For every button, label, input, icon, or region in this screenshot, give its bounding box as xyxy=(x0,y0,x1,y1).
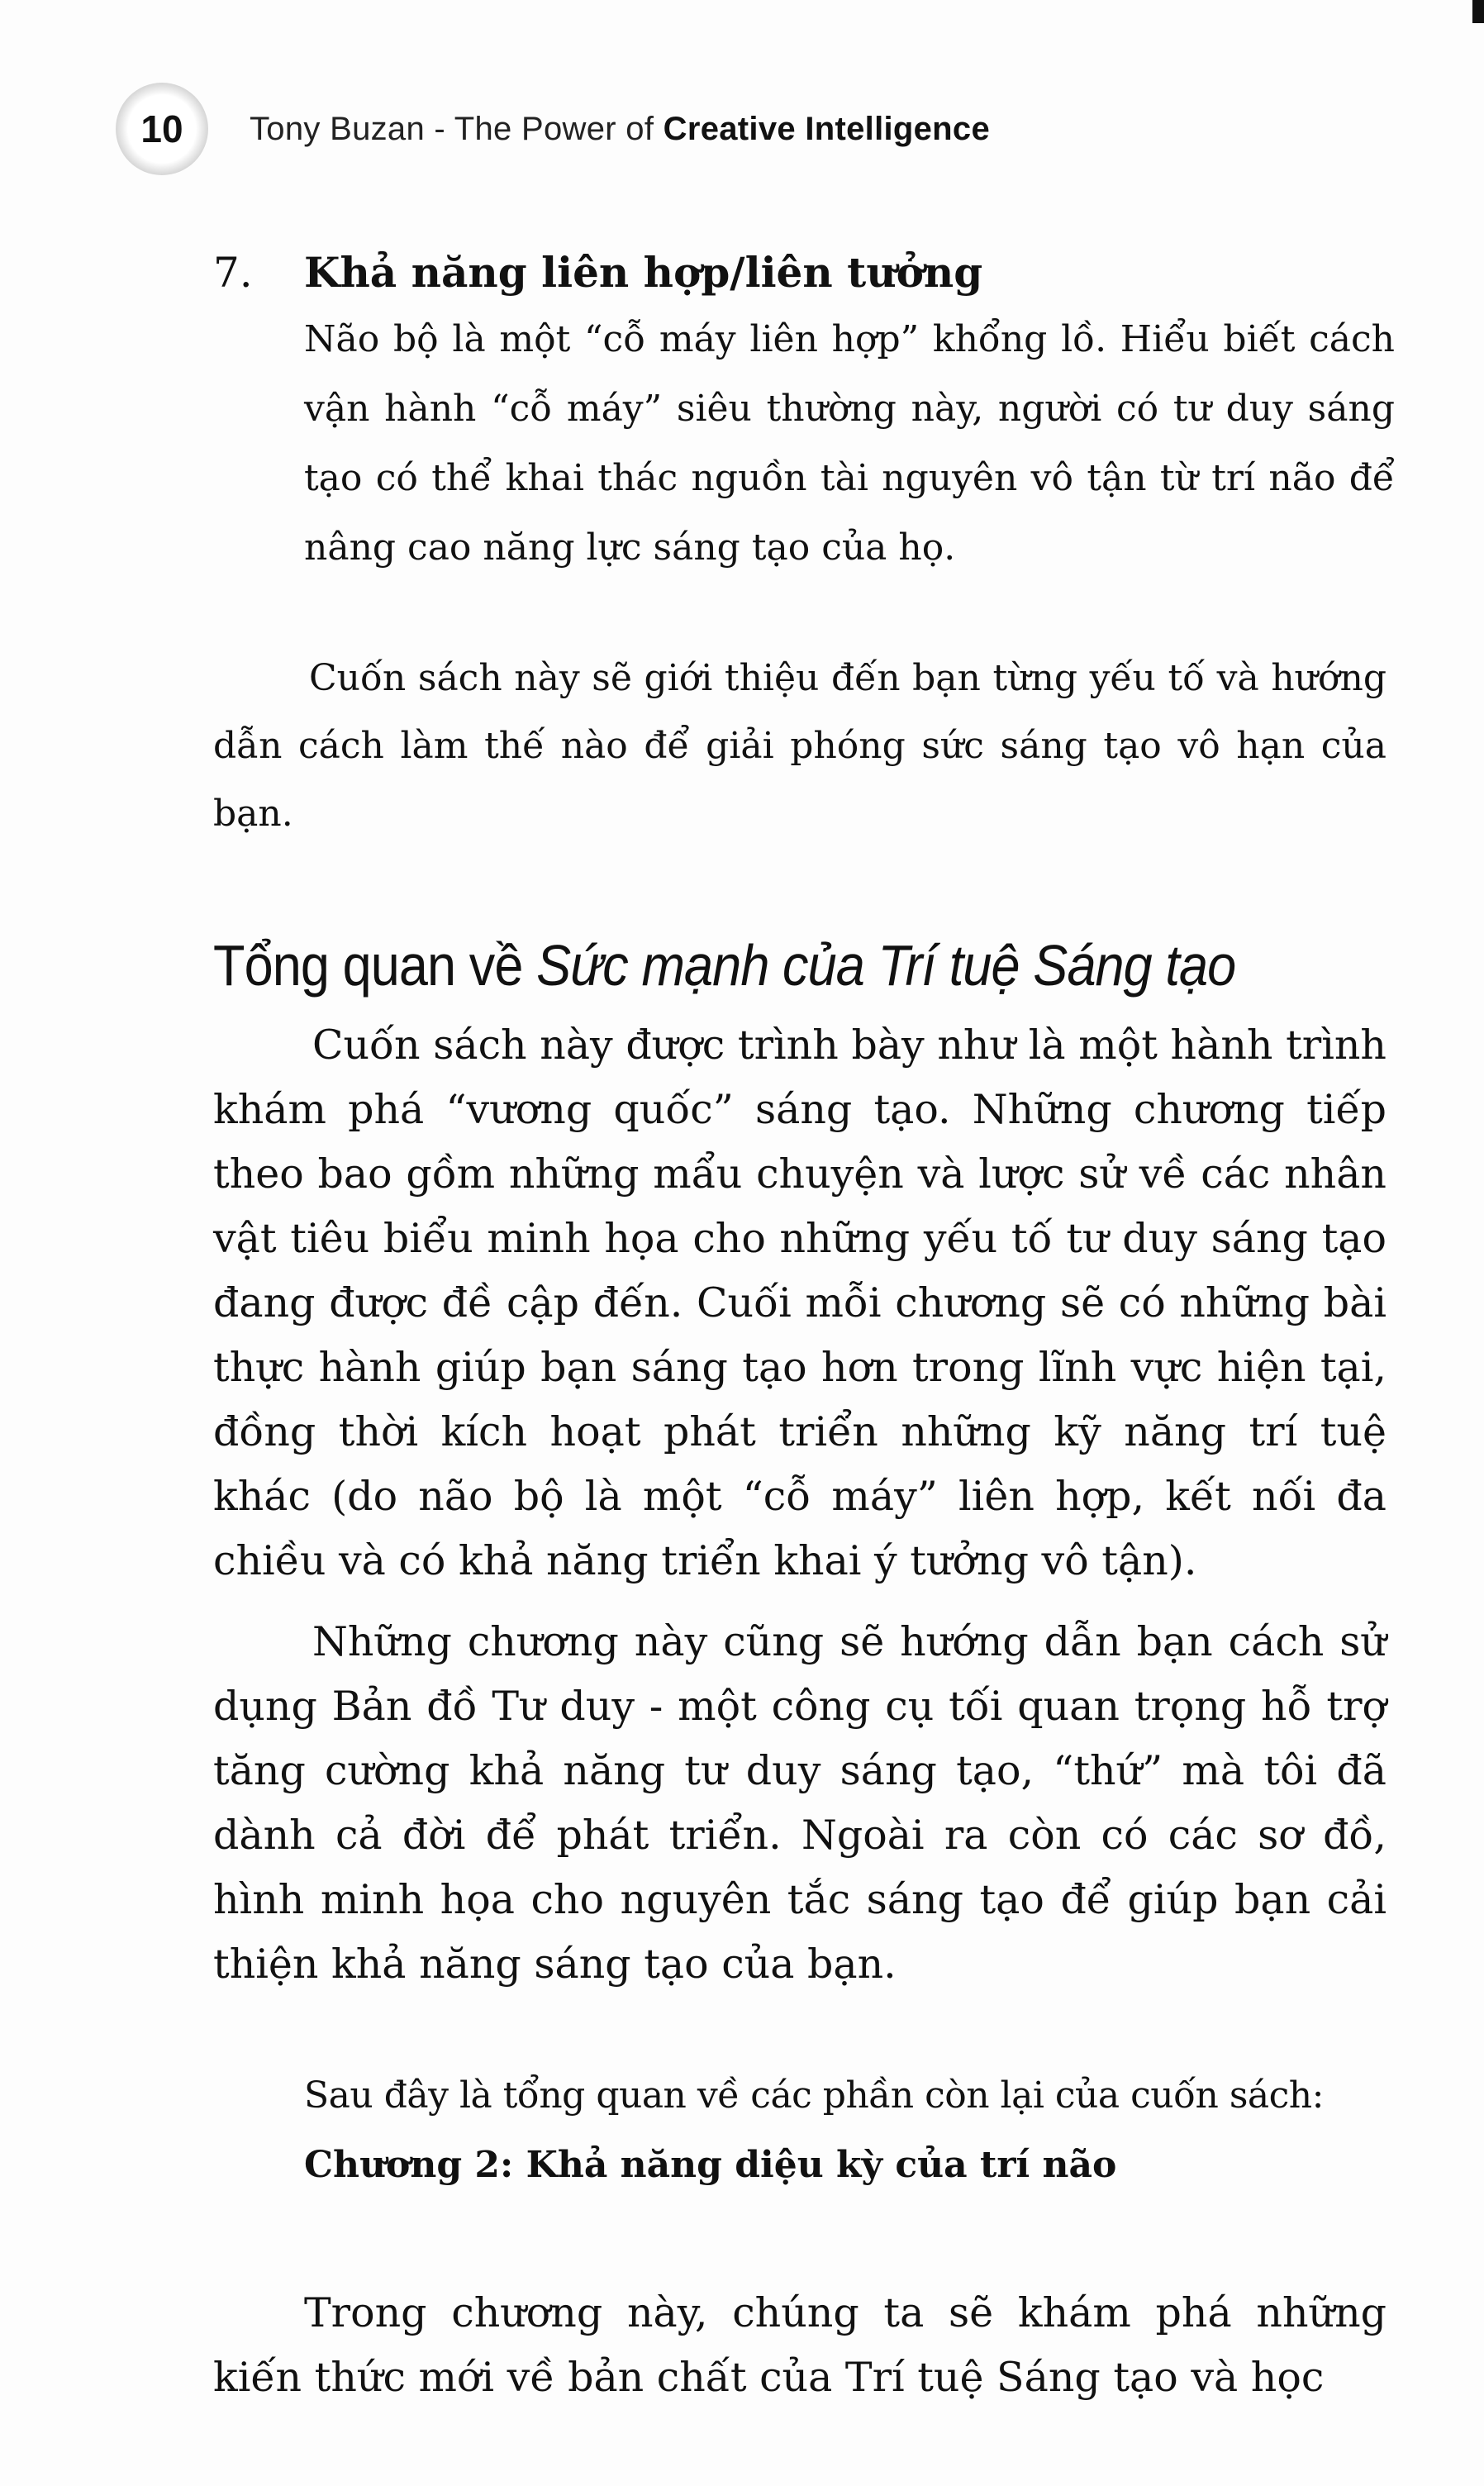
rest-of-book-block xyxy=(304,2066,1386,2207)
overview-paragraph-1: Cuốn sách này được trình bày như là một hành trình khám phá “vương quốc” sáng tạo. Những chương tiếp theo bao gồm những mẩu chuyện và lược sử về các nhân vật tiêu biểu minh họa cho những yếu tố tư duy sáng tạo đang được đề cập đến. Cuối mỗi chương sẽ có những bài thực hành giúp bạn sáng tạo hơn trong lĩnh vực hiện tại, đồng thời kích hoạt phát triển những kỹ năng trí tuệ khác (do não bộ là một “cỗ máy” liên hợp, kết nối đa chiều và có khả năng triển khai ý tưởng vô tận). xyxy=(213,1022,1386,1584)
overview-section xyxy=(213,932,1386,2013)
section-7-title: Khả năng liên hợp/liên tưởng xyxy=(304,248,983,297)
section-7-closing xyxy=(213,645,1386,848)
running-head-book-title: Creative Intelligence xyxy=(663,110,990,147)
rest-of-book-intro: Sau đây là tổng quan về các phần còn lại của cuốn sách: xyxy=(304,2074,1324,2117)
overview-heading-normal: Tổng quan về xyxy=(213,933,537,998)
running-head-author: Tony Buzan - The Power of xyxy=(250,110,664,147)
page-header xyxy=(116,79,990,179)
chapter-2-heading: Chương 2: Khả năng diệu kỳ của trí não xyxy=(304,2144,1117,2186)
section-7-number: 7. xyxy=(213,249,253,297)
section-7-heading xyxy=(213,248,1403,297)
scan-edge-mark xyxy=(1472,0,1484,23)
running-head xyxy=(250,111,990,148)
overview-heading xyxy=(213,932,1269,998)
overview-paragraph-2: Những chương này cũng sẽ hướng dẫn bạn cách sử dụng Bản đồ Tư duy - một công cụ tối quan trọng hỗ trợ tăng cường khả năng tư duy sáng tạo, “thứ” mà tôi đã dành cả đời để phát triển. Ngoài ra còn có các sơ đồ, hình minh họa cho nguyên tắc sáng tạo để giúp bạn cải thiện khả năng sáng tạo của bạn. xyxy=(213,1618,1386,1988)
page-number-badge: 10 xyxy=(116,83,208,175)
section-7-paragraph: Não bộ là một “cỗ máy liên hợp” khổng lồ. Hiểu biết cách vận hành “cỗ máy” siêu thường này, người có tư duy sáng tạo có thể khai thác nguồn tài nguyên vô tận từ trí não để nâng cao năng lực sáng tạo của họ. xyxy=(304,318,1395,569)
closing-paragraph: Cuốn sách này sẽ giới thiệu đến bạn từng yếu tố và hướng dẫn cách làm thế nào để giải phóng sức sáng tạo vô hạn của bạn. xyxy=(213,657,1386,835)
overview-heading-italic: Sức mạnh của Trí tuệ Sáng tạo xyxy=(536,933,1236,998)
chapter-2-paragraph: Trong chương này, chúng ta sẽ khám phá những kiến thức mới về bản chất của Trí tuệ Sáng tạo và học xyxy=(213,2289,1386,2401)
section-7 xyxy=(213,248,1403,583)
